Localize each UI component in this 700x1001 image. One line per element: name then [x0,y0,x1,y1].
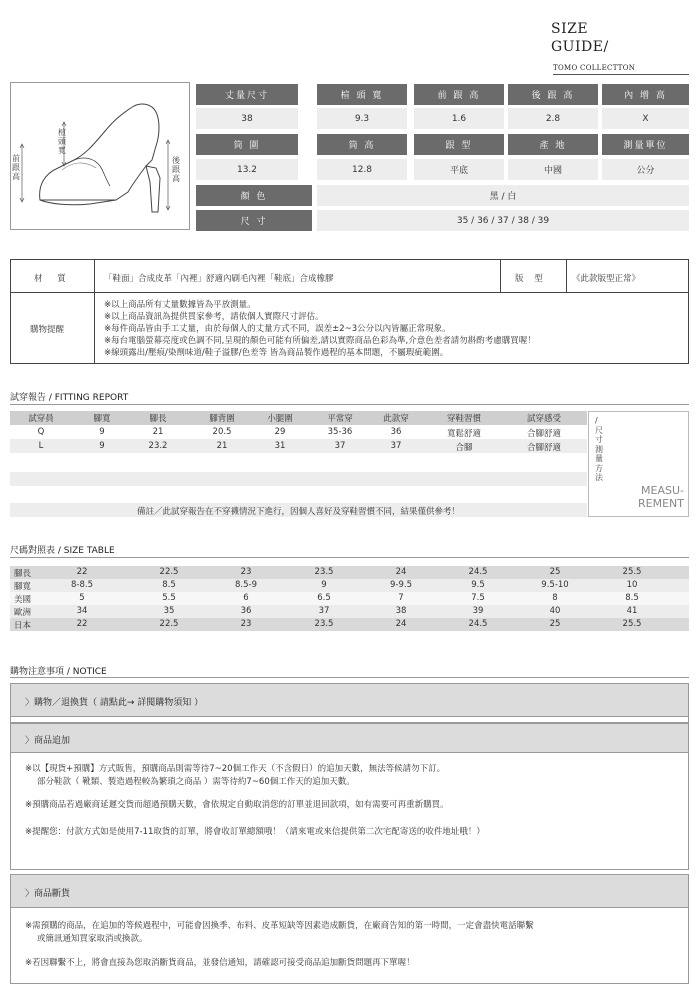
fitting-band [10,472,587,486]
measurement-en-2: REMENT [638,497,684,510]
dim-header: 筒 高 [317,134,407,155]
measurement-method-box[interactable] [588,411,689,517]
size-cell: 8 [552,593,558,603]
fitting-cell: 37 [334,441,346,451]
size-cell: 39 [472,606,484,616]
fitting-header: 試穿感受 [526,414,561,424]
fitting-cell: 36 [390,427,402,437]
size-cell: 22.5 [159,619,179,629]
restock-line: ※預購商品若過廠商延遲交貨而超過預購天數，會依規定自動取消您的訂單並退回款項，如有需要可再重新購買。 [25,800,449,810]
size-cell: 24.5 [468,567,488,577]
dim-header: 前 跟 高 [414,84,504,105]
dim-value: 2.8 [508,108,598,129]
size-row-label: 美國 [14,595,32,605]
size-cell: 9 [321,580,327,590]
size-row-label: 歐洲 [14,608,32,618]
reminder-item: ※線頭露出/壓痕/染劑味道/鞋子溢膠/色差等 皆為商品製作過程的基本問題，不屬瑕疵範圍。 [104,348,449,358]
size-cell: 24 [395,567,407,577]
size-row [10,579,689,592]
fitting-cell: 35-36 [327,427,353,437]
fitting-cell: 合腳舒適 [526,443,561,453]
brand-name: TOMO COLLECTTON [553,64,636,72]
dim-value: X [602,108,689,129]
dim-header: 楦 頭 寬 [317,84,407,105]
size-row-label: 腳寬 [14,582,32,592]
size-cell: 6.5 [317,593,331,603]
size-cell: 25.5 [622,619,642,629]
fitting-divider [10,404,689,405]
fitting-cell: 21 [216,441,228,451]
label-back-heel: 後跟高 [172,156,180,183]
shoe-illustration [10,82,190,230]
shoe-drawing-icon [10,82,190,230]
out-of-stock-line: 或簡訊通知買家取消或換款。 [37,934,148,944]
size-cell: 24.5 [468,619,488,629]
fitting-note: 備註／此試穿報告在不穿襪情況下進行，因個人喜好及穿鞋習慣不同，結果僅供參考！ [136,507,460,517]
size-cell: 25 [549,619,561,629]
size-cell: 8.5 [625,593,639,603]
fitting-header: 小腿圍 [267,414,293,424]
measurement-en-1: MEASU- [641,484,684,497]
size-cell: 10 [626,580,638,590]
notice-divider [10,677,689,678]
reminder-item: ※以上商品所有丈量數據皆為平放測量。 [104,300,256,310]
fitting-header: 腳長 [149,414,167,424]
fitting-cell: 9 [99,427,105,437]
fit-label: 版 型 [515,274,547,284]
size-row [10,618,689,631]
size-cell: 25 [549,567,561,577]
size-row [10,605,689,618]
dim-value: 13.2 [196,159,298,180]
out-of-stock-label: 〉商品斷貨 [25,889,71,899]
size-cell: 22.5 [159,567,179,577]
size-cell: 23.5 [314,567,334,577]
fitting-header: 平常穿 [327,414,353,424]
size-table-divider [10,557,689,558]
restock-line: ※提醒您：付款方式如是使用7-11取貨的訂單，將會收訂單總額哦！（請來電或來信提供第二次宅配寄送的收件地址哦！） [25,827,485,837]
reminder-item: ※每件商品皆由手工丈量，由於每個人的丈量方式不同，誤差±2~3公分以內皆屬正常現象。 [104,324,451,334]
dim-value: 12.8 [317,159,407,180]
size-row [10,592,689,605]
size-cell: 9.5-10 [541,580,569,590]
size-cell: 23 [240,619,252,629]
dim-header: 跟 型 [414,134,504,155]
dim-header: 丈量尺寸 [196,84,298,105]
measurement-method-label: /尺寸測量方法 [595,416,603,482]
material-value: 「鞋面」合成皮革「內裡」舒適內刷毛內裡「鞋底」合成橡膠 [104,274,334,284]
material-label: 材 質 [34,274,72,284]
size-table-title: 尺碼對照表 / SIZE TABLE [10,546,115,556]
fitting-cell: 20.5 [212,427,232,437]
dim-header: 內 增 高 [602,84,689,105]
size-value: 35 / 36 / 37 / 38 / 39 [317,210,689,231]
dim-value: 1.6 [414,108,504,129]
fitting-cell: Q [37,427,45,437]
out-of-stock-body [10,908,689,984]
size-cell: 8.5 [162,580,176,590]
fitting-header: 腳背圍 [209,414,235,424]
fitting-cell: 21 [152,427,164,437]
dim-value: 9.3 [317,108,407,129]
restock-bar [10,723,689,753]
return-policy-bar[interactable] [10,683,689,717]
size-row-label: 日本 [14,621,32,631]
size-cell: 38 [395,606,407,616]
reminder-label: 購物提醒 [30,325,65,335]
dim-header: 測量單位 [602,134,689,155]
size-cell: 41 [626,606,638,616]
fitting-cell: 9 [99,441,105,451]
reminder-item: ※以上商品資訊為提供買家參考，請依個人實際尺寸評估。 [104,312,324,322]
restock-line: ※以【現貨+預購】方式販售，預購商品則需等待7~20個工作天（不含假日）的追加天數，無法等候請勿下訂。 [25,764,446,774]
fit-value: 《此款版型正常》 [572,274,641,284]
size-guide-title [551,20,609,56]
return-policy-link[interactable]: 〉購物／退換貨（ 請點此→ 詳閱購物須知 ） [25,698,204,708]
size-label: 尺 寸 [196,210,312,231]
divider [566,259,567,293]
fitting-cell: 23.2 [148,441,168,451]
dim-value: 38 [196,108,298,129]
fitting-cell: 37 [390,441,402,451]
label-front-heel: 前跟高 [12,154,20,181]
label-heel-width: 楦頭寬 [58,128,66,155]
size-cell: 7 [398,593,404,603]
size-cell: 35 [163,606,175,616]
fitting-header: 試穿員 [28,414,54,424]
fitting-header: 此款穿 [383,414,409,424]
size-cell: 25.5 [622,567,642,577]
dim-header: 後 跟 高 [508,84,598,105]
size-cell: 24 [395,619,407,629]
brand-divider [553,74,689,75]
dim-value: 平底 [414,159,504,180]
size-cell: 6 [243,593,249,603]
measurement-en [638,484,684,510]
size-cell: 37 [318,606,330,616]
restock-label: 〉商品追加 [25,736,71,746]
size-cell: 40 [549,606,561,616]
color-value: 黑 / 白 [317,185,689,206]
fitting-cell: 29 [274,427,286,437]
size-cell: 36 [240,606,252,616]
divider [500,259,501,293]
size-cell: 22 [76,619,88,629]
size-cell: 23 [240,567,252,577]
fitting-header: 腳寬 [93,414,111,424]
reminder-item: ※每台電腦螢幕亮度或色調不同,呈現的顏色可能有所偏差,請以實際商品色彩為準,介意色差者請勿斟酌考慮購買喔！ [104,336,536,346]
fitting-header: 穿鞋習慣 [446,414,481,424]
fitting-cell: L [38,441,44,451]
size-cell: 23.5 [314,619,334,629]
title-line-1: SIZE [551,21,589,37]
dim-value: 中國 [508,159,598,180]
size-cell: 9-9.5 [390,580,412,590]
fitting-cell: 合腳舒適 [526,429,561,439]
size-cell: 9.5 [471,580,485,590]
size-cell: 7.5 [471,593,485,603]
title-line-2: GUIDE/ [551,39,609,55]
divider [94,259,95,364]
out-of-stock-line: ※需預購的商品，在追加的等候過程中，可能會因換季、布料、皮革短缺等因素造成斷貨，在廠商告知的第一時間，一定會盡快電話聯繫 [25,921,534,931]
size-cell: 22 [76,567,88,577]
size-row-label: 腳長 [14,569,32,579]
fitting-title: 試穿報告 / FITTING REPORT [10,393,129,403]
size-cell: 8.5-9 [235,580,257,590]
out-of-stock-bar [10,874,689,908]
dim-value: 公分 [602,159,689,180]
dim-header: 筒 圍 [196,134,298,155]
restock-body [10,753,689,870]
size-cell: 34 [76,606,88,616]
dim-header: 產 地 [508,134,598,155]
fitting-cell: 31 [274,441,286,451]
size-row [10,566,689,579]
size-cell: 5 [79,593,85,603]
fitting-cell: 寬鬆舒適 [446,429,481,439]
size-cell: 5.5 [162,593,176,603]
restock-line: 部分鞋款（ 靴類、製造過程較為繁瑣之商品 ）需等待約7~60個工作天的追加天數。 [37,777,355,787]
size-cell: 8-8.5 [71,580,93,590]
out-of-stock-line: ※若因聯繫不上，將會直接為您取消斷貨商品，並發信通知，請確認可接受商品追加斷貨問題再下單喔！ [25,958,415,968]
color-label: 顏 色 [196,185,312,206]
notice-title: 購物注意事項 / NOTICE [10,667,107,677]
fitting-cell: 合腳 [455,443,473,453]
